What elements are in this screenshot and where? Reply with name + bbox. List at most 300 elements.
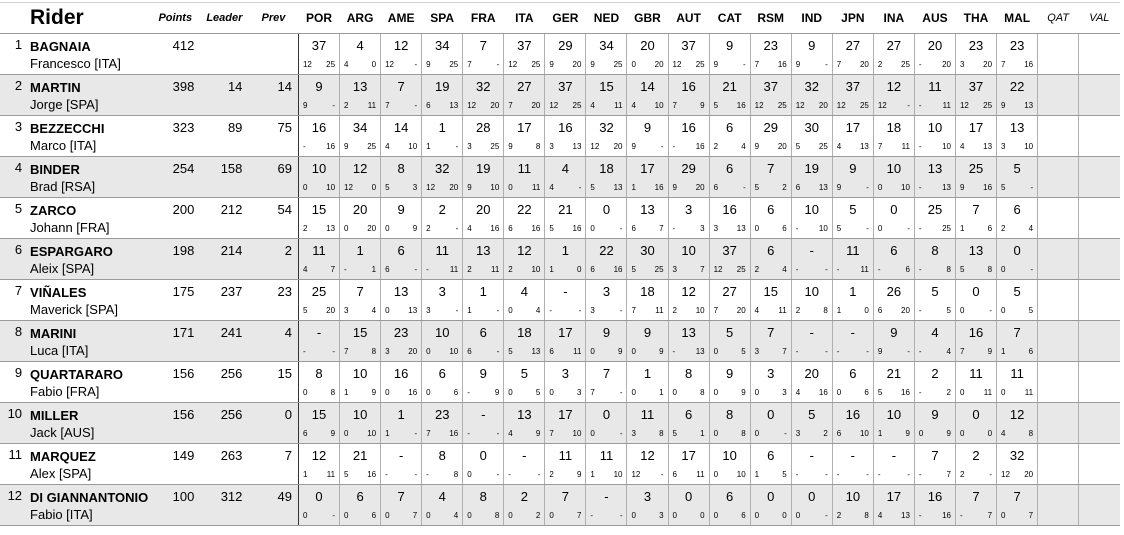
race-points: 25 bbox=[490, 142, 500, 151]
rider-name: MARQUEZ bbox=[30, 449, 96, 464]
race-split bbox=[997, 221, 1037, 234]
race-total: 5 bbox=[520, 366, 528, 381]
race-cell-ame bbox=[381, 485, 422, 526]
race-total: 34 bbox=[434, 38, 450, 53]
sprint-points: 3 bbox=[426, 306, 431, 315]
race-cell-tha bbox=[955, 75, 996, 116]
race-split bbox=[545, 180, 585, 193]
race-points: 10 bbox=[654, 101, 664, 110]
race-split bbox=[751, 98, 791, 111]
table-row[interactable] bbox=[0, 239, 1120, 280]
sprint-points: 5 bbox=[302, 306, 308, 315]
rider-position: 11 bbox=[0, 444, 28, 485]
race-cell-jpn bbox=[832, 34, 873, 75]
race-cell-fra bbox=[463, 362, 504, 403]
race-split bbox=[340, 57, 380, 70]
race-cell-spa bbox=[422, 198, 463, 239]
rider-full-name: Fabio [ITA] bbox=[30, 507, 93, 522]
sprint-points: 2 bbox=[467, 265, 472, 274]
sprint-points: 0 bbox=[549, 511, 554, 520]
race-points: - bbox=[496, 306, 500, 315]
race-points: 13 bbox=[408, 306, 418, 315]
race-split bbox=[915, 98, 955, 111]
table-row[interactable] bbox=[0, 321, 1120, 362]
race-split bbox=[956, 426, 996, 439]
race-split bbox=[997, 467, 1037, 480]
race-total: 9 bbox=[890, 325, 898, 340]
race-total: 17 bbox=[558, 325, 573, 340]
table-row[interactable] bbox=[0, 75, 1120, 116]
race-split bbox=[874, 385, 914, 398]
rider-header: Rider bbox=[0, 3, 150, 34]
sprint-points: - bbox=[918, 388, 922, 397]
race-points: 20 bbox=[901, 306, 910, 315]
race-header-aus: AUS bbox=[914, 3, 955, 34]
sprint-points: 12 bbox=[836, 101, 846, 110]
sprint-points: - bbox=[918, 265, 922, 274]
race-points: - bbox=[496, 60, 500, 69]
race-cell-tha bbox=[955, 239, 996, 280]
race-split bbox=[915, 180, 955, 193]
race-total: 15 bbox=[352, 325, 368, 340]
race-cell-ger bbox=[545, 157, 586, 198]
race-points: 16 bbox=[490, 224, 500, 233]
race-total: 1 bbox=[438, 120, 446, 135]
race-points: 16 bbox=[572, 224, 582, 233]
sprint-points: 5 bbox=[549, 224, 554, 233]
race-cell-ned bbox=[586, 34, 627, 75]
sprint-points: 2 bbox=[672, 306, 677, 315]
race-split bbox=[833, 385, 873, 398]
rider-position: 9 bbox=[0, 362, 28, 403]
race-split bbox=[792, 262, 832, 275]
table-row[interactable] bbox=[0, 280, 1120, 321]
race-split bbox=[586, 57, 626, 70]
race-split bbox=[710, 262, 750, 275]
race-points: 9 bbox=[741, 388, 746, 397]
race-total: 11 bbox=[969, 366, 983, 381]
sprint-points: 1 bbox=[344, 388, 349, 397]
rider-prev: 75 bbox=[248, 116, 298, 157]
race-total: 12 bbox=[681, 284, 696, 299]
race-cell-mal bbox=[997, 280, 1038, 321]
sprint-points: 5 bbox=[795, 142, 801, 151]
table-row[interactable] bbox=[0, 362, 1120, 403]
sprint-points: 9 bbox=[877, 347, 883, 356]
race-cell-por bbox=[298, 444, 339, 485]
sprint-points: - bbox=[795, 265, 799, 274]
race-cell-ned bbox=[586, 198, 627, 239]
race-split bbox=[874, 180, 914, 193]
race-cell-aus bbox=[914, 444, 955, 485]
race-split bbox=[422, 385, 462, 398]
race-points: 20 bbox=[490, 101, 500, 110]
sprint-points: 4 bbox=[508, 429, 513, 438]
race-total: 37 bbox=[558, 79, 573, 94]
race-points: 25 bbox=[572, 101, 582, 110]
rider-points: 171 bbox=[150, 321, 200, 362]
race-points: 9 bbox=[905, 429, 910, 438]
race-cell-tha bbox=[955, 403, 996, 444]
rider-points: 254 bbox=[150, 157, 200, 198]
sprint-points: 5 bbox=[590, 183, 595, 192]
rider-cell bbox=[28, 444, 150, 485]
race-split bbox=[545, 303, 585, 316]
race-total: 6 bbox=[438, 366, 446, 381]
race-total: 15 bbox=[599, 79, 614, 94]
race-total: 11 bbox=[517, 161, 532, 176]
race-cell-val bbox=[1079, 444, 1120, 485]
sprint-points: 4 bbox=[302, 265, 308, 274]
sprint-points: 0 bbox=[713, 470, 719, 479]
race-split bbox=[710, 303, 750, 316]
race-points: 16 bbox=[736, 101, 746, 110]
sprint-points: 2 bbox=[508, 265, 513, 274]
race-points: 0 bbox=[371, 183, 377, 192]
race-total: 2 bbox=[438, 202, 446, 217]
table-row[interactable] bbox=[0, 157, 1120, 198]
rider-leader: 256 bbox=[200, 403, 248, 444]
race-split bbox=[463, 344, 503, 357]
race-points: 20 bbox=[613, 142, 623, 151]
race-split bbox=[340, 221, 380, 234]
race-points: 9 bbox=[412, 224, 418, 233]
rider-name: BINDER bbox=[30, 162, 80, 177]
race-cell-rsm bbox=[750, 75, 791, 116]
race-points: 10 bbox=[736, 470, 746, 479]
race-split bbox=[751, 303, 791, 316]
race-points: 11 bbox=[942, 101, 951, 110]
race-points: 6 bbox=[453, 388, 459, 397]
race-split bbox=[792, 303, 832, 316]
race-split bbox=[669, 508, 709, 521]
table-row[interactable] bbox=[0, 116, 1120, 157]
race-points: - bbox=[989, 470, 993, 479]
rider-cell bbox=[28, 157, 150, 198]
race-total: 15 bbox=[311, 202, 327, 217]
race-total: 8 bbox=[726, 407, 734, 422]
sprint-points: 3 bbox=[590, 306, 595, 315]
sprint-points: 0 bbox=[467, 511, 472, 520]
race-points: - bbox=[537, 470, 541, 479]
race-total: 9 bbox=[849, 161, 857, 176]
race-total: 1 bbox=[849, 284, 857, 299]
race-split bbox=[586, 344, 626, 357]
race-split bbox=[833, 303, 873, 316]
race-split bbox=[545, 139, 585, 152]
sprint-points: 0 bbox=[508, 388, 513, 397]
race-points: - bbox=[619, 306, 623, 315]
race-split bbox=[669, 221, 709, 234]
race-split bbox=[586, 508, 626, 521]
race-points: 20 bbox=[326, 306, 336, 315]
race-total: 21 bbox=[558, 202, 573, 217]
race-total: 32 bbox=[1009, 448, 1025, 463]
race-split bbox=[792, 385, 832, 398]
table-row[interactable] bbox=[0, 198, 1120, 239]
sprint-points: 7 bbox=[590, 388, 595, 397]
race-total: 13 bbox=[681, 325, 696, 340]
race-cell-spa bbox=[422, 157, 463, 198]
race-split bbox=[586, 262, 626, 275]
race-cell-aut bbox=[668, 321, 709, 362]
race-cell-ger bbox=[545, 362, 586, 403]
sprint-points: 2 bbox=[836, 511, 842, 520]
race-total: 13 bbox=[640, 202, 655, 217]
race-total: - bbox=[316, 325, 322, 340]
race-split bbox=[627, 180, 667, 193]
race-total: 6 bbox=[356, 489, 364, 504]
race-total: 6 bbox=[890, 243, 898, 258]
race-cell-fra bbox=[463, 485, 504, 526]
race-points: 20 bbox=[1024, 470, 1034, 479]
race-total: 6 bbox=[726, 489, 734, 504]
race-points: 25 bbox=[531, 60, 541, 69]
sprint-points: 4 bbox=[1001, 429, 1006, 438]
race-cell-ned bbox=[586, 280, 627, 321]
race-points: 9 bbox=[494, 388, 500, 397]
race-cell-ind bbox=[791, 485, 832, 526]
race-cell-qat bbox=[1038, 239, 1079, 280]
race-split bbox=[874, 139, 914, 152]
table-row[interactable] bbox=[0, 34, 1120, 75]
race-split bbox=[627, 57, 667, 70]
race-total: 0 bbox=[684, 489, 693, 504]
race-total: 16 bbox=[968, 325, 984, 340]
race-cell-por bbox=[298, 34, 339, 75]
race-total: 25 bbox=[927, 202, 943, 217]
race-total: 19 bbox=[434, 79, 450, 94]
race-total: 21 bbox=[352, 448, 368, 463]
race-header-ina: INA bbox=[873, 3, 914, 34]
race-split bbox=[504, 344, 544, 357]
race-total: 10 bbox=[434, 325, 450, 340]
race-points: 7 bbox=[700, 265, 705, 274]
race-total: 16 bbox=[927, 489, 943, 504]
race-cell-spa bbox=[422, 75, 463, 116]
race-points: 11 bbox=[860, 265, 869, 274]
race-cell-qat bbox=[1038, 75, 1079, 116]
race-cell-ind bbox=[791, 34, 832, 75]
race-points: 16 bbox=[613, 265, 623, 274]
race-cell-rsm bbox=[750, 116, 791, 157]
race-split bbox=[874, 57, 914, 70]
race-cell-aut bbox=[668, 444, 709, 485]
race-cell-ind bbox=[791, 198, 832, 239]
race-cell-ned bbox=[586, 362, 627, 403]
race-cell-gbr bbox=[627, 280, 668, 321]
race-cell-ita bbox=[504, 75, 545, 116]
rider-points: 156 bbox=[150, 403, 200, 444]
sprint-points: 9 bbox=[344, 142, 349, 151]
sprint-points: 7 bbox=[385, 101, 390, 110]
rider-leader: 214 bbox=[200, 239, 248, 280]
table-row[interactable] bbox=[0, 403, 1120, 444]
race-points: 10 bbox=[613, 470, 623, 479]
race-points: 11 bbox=[696, 470, 705, 479]
table-row[interactable] bbox=[0, 485, 1120, 526]
race-total: 6 bbox=[397, 243, 405, 258]
rider-position: 2 bbox=[0, 75, 28, 116]
race-cell-val bbox=[1079, 75, 1120, 116]
race-total: 23 bbox=[968, 38, 984, 53]
race-points: 10 bbox=[1024, 142, 1034, 151]
race-cell-rsm bbox=[750, 198, 791, 239]
race-split bbox=[833, 57, 873, 70]
sprint-points: 12 bbox=[385, 60, 395, 69]
race-cell-ned bbox=[586, 116, 627, 157]
race-split bbox=[504, 426, 544, 439]
race-split bbox=[463, 467, 503, 480]
race-total: 9 bbox=[808, 38, 816, 53]
race-header-ned: NED bbox=[586, 3, 627, 34]
race-cell-aus bbox=[914, 75, 955, 116]
race-split bbox=[792, 467, 832, 480]
race-split bbox=[956, 180, 996, 193]
rider-full-name: Fabio [FRA] bbox=[30, 384, 100, 399]
race-split bbox=[997, 508, 1037, 521]
race-total: 11 bbox=[312, 243, 326, 258]
race-total: 7 bbox=[767, 161, 775, 176]
race-total: - bbox=[850, 325, 855, 340]
sprint-points: 0 bbox=[631, 388, 636, 397]
race-total: 6 bbox=[726, 161, 734, 176]
rider-full-name: Johann [FRA] bbox=[30, 220, 110, 235]
sprint-points: - bbox=[672, 224, 676, 233]
rider-leader: 212 bbox=[200, 198, 248, 239]
sprint-points: - bbox=[795, 224, 799, 233]
race-split bbox=[463, 139, 503, 152]
race-cell-spa bbox=[422, 239, 463, 280]
race-cell-spa bbox=[422, 34, 463, 75]
race-cell-aut bbox=[668, 198, 709, 239]
race-total: - bbox=[481, 407, 486, 422]
race-split bbox=[792, 180, 832, 193]
race-total: 17 bbox=[886, 489, 902, 504]
race-points: - bbox=[907, 224, 910, 233]
race-total: 14 bbox=[393, 120, 409, 135]
race-split bbox=[504, 303, 544, 316]
race-split bbox=[874, 508, 914, 521]
race-split bbox=[710, 385, 750, 398]
race-split bbox=[586, 385, 626, 398]
race-total: 27 bbox=[845, 38, 861, 53]
race-total: 29 bbox=[763, 120, 778, 135]
race-points: - bbox=[907, 470, 910, 479]
leader-header: Leader bbox=[200, 3, 248, 34]
rider-name: BAGNAIA bbox=[30, 39, 91, 54]
sprint-points: 9 bbox=[672, 183, 677, 192]
race-split bbox=[299, 344, 339, 357]
race-points: 16 bbox=[326, 142, 336, 151]
sprint-points: - bbox=[467, 388, 470, 397]
sprint-points: - bbox=[549, 306, 553, 315]
race-split bbox=[545, 262, 585, 275]
race-points: 16 bbox=[367, 470, 377, 479]
race-total: 10 bbox=[927, 120, 943, 135]
race-cell-val bbox=[1079, 485, 1120, 526]
sprint-points: 6 bbox=[877, 306, 883, 315]
race-total: - bbox=[850, 448, 855, 463]
race-points: 1 bbox=[659, 388, 664, 397]
sprint-points: 0 bbox=[672, 388, 677, 397]
sprint-points: 12 bbox=[959, 101, 969, 110]
race-cell-por bbox=[298, 280, 339, 321]
rider-full-name: Luca [ITA] bbox=[30, 343, 89, 358]
race-points: 0 bbox=[700, 511, 705, 520]
race-points: 0 bbox=[987, 429, 993, 438]
sprint-points: 0 bbox=[302, 388, 308, 397]
race-split bbox=[669, 139, 709, 152]
race-split bbox=[299, 262, 339, 275]
race-cell-ina bbox=[873, 116, 914, 157]
race-cell-ame bbox=[381, 34, 422, 75]
race-split bbox=[956, 221, 996, 234]
race-total: 10 bbox=[352, 366, 368, 381]
race-points: 9 bbox=[535, 429, 541, 438]
race-cell-ina bbox=[873, 485, 914, 526]
sprint-points: 7 bbox=[672, 101, 677, 110]
rider-cell bbox=[28, 239, 150, 280]
race-points: - bbox=[1030, 183, 1034, 192]
race-total: 9 bbox=[643, 325, 652, 340]
race-split bbox=[669, 385, 709, 398]
sprint-points: 0 bbox=[302, 511, 308, 520]
sprint-points: - bbox=[795, 347, 799, 356]
race-header-cat: CAT bbox=[709, 3, 750, 34]
rider-full-name: Jack [AUS] bbox=[30, 425, 95, 440]
sprint-points: 0 bbox=[959, 429, 965, 438]
sprint-points: 4 bbox=[959, 142, 965, 151]
rider-leader: 14 bbox=[200, 75, 248, 116]
race-points: 11 bbox=[778, 306, 787, 315]
race-split bbox=[792, 98, 832, 111]
race-points: 8 bbox=[823, 306, 828, 315]
race-total: 30 bbox=[804, 120, 819, 135]
race-split bbox=[504, 467, 544, 480]
race-points: 10 bbox=[367, 429, 377, 438]
race-points: 20 bbox=[531, 101, 541, 110]
race-points: - bbox=[866, 224, 869, 233]
race-cell-val bbox=[1079, 34, 1120, 75]
race-split bbox=[751, 508, 791, 521]
race-cell-rsm bbox=[750, 362, 791, 403]
race-header-ind: IND bbox=[791, 3, 832, 34]
sprint-points: 9 bbox=[302, 101, 308, 110]
race-total: 37 bbox=[968, 79, 984, 94]
race-points: 25 bbox=[859, 101, 869, 110]
race-total: 29 bbox=[558, 38, 573, 53]
race-total: 6 bbox=[479, 325, 487, 340]
race-total: 1 bbox=[356, 243, 364, 258]
sprint-points: 0 bbox=[385, 388, 390, 397]
sprint-points: 12 bbox=[590, 142, 600, 151]
race-cell-ame bbox=[381, 116, 422, 157]
race-total: 19 bbox=[804, 161, 819, 176]
race-points: 25 bbox=[777, 101, 787, 110]
race-cell-aus bbox=[914, 362, 955, 403]
table-row[interactable] bbox=[0, 444, 1120, 485]
race-points: 20 bbox=[818, 101, 828, 110]
race-total: 37 bbox=[845, 79, 861, 94]
race-points: 16 bbox=[449, 429, 459, 438]
race-cell-ger bbox=[545, 485, 586, 526]
race-split bbox=[833, 139, 873, 152]
race-points: - bbox=[866, 470, 869, 479]
race-split bbox=[997, 385, 1037, 398]
race-split bbox=[504, 57, 544, 70]
race-split bbox=[586, 98, 626, 111]
